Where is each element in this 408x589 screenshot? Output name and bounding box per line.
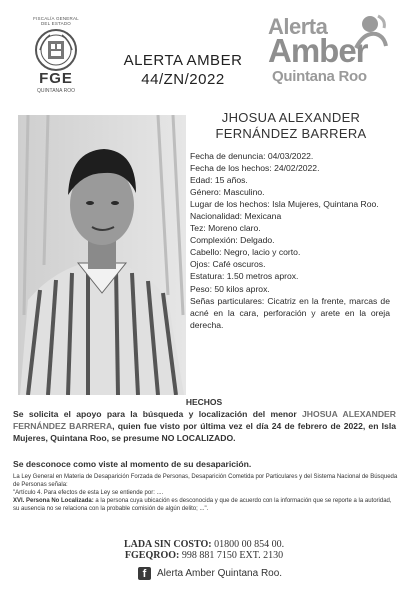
person-name-line1: JHOSUA ALEXANDER bbox=[221, 110, 361, 125]
clothing-note: Se desconoce como viste al momento de su desaparición. bbox=[13, 459, 252, 469]
detail-nationality: Nacionalidad: Mexicana bbox=[190, 211, 282, 222]
legal-term: XVI. Persona No Localizada: bbox=[13, 498, 94, 505]
contact-block bbox=[0, 539, 408, 561]
hechos-heading: HECHOS bbox=[185, 397, 223, 407]
fge-phone-number: 998 881 7150 EXT. 2130 bbox=[179, 550, 284, 561]
child-silhouette-icon bbox=[350, 14, 388, 54]
alert-code: 44/ZN/2022 bbox=[141, 71, 225, 88]
person-name bbox=[196, 110, 386, 142]
alerta-amber-logo bbox=[268, 14, 388, 86]
fge-phone-label: FGEQROO: bbox=[124, 550, 180, 561]
detail-build: Complexión: Delgado. bbox=[190, 235, 275, 246]
legal-line2: "Artículo 4. Para efectos de esta Ley se entiende por: .... bbox=[13, 490, 164, 497]
detail-eyes: Ojos: Café oscuros. bbox=[190, 259, 266, 270]
detail-gender: Género: Masculino. bbox=[190, 187, 265, 198]
brand-line1: Alerta bbox=[268, 14, 328, 39]
hechos-text-start: Se solicita el apoyo para la búsqueda y localización del menor bbox=[13, 409, 303, 419]
facebook-page-name: Alerta Amber Quintana Roo. bbox=[157, 567, 283, 579]
person-photo bbox=[18, 115, 186, 395]
hechos-person-name: JHOSUA ALEXANDER FERNÁNDEZ BARRERA bbox=[13, 409, 396, 431]
detail-skin: Tez: Moreno claro. bbox=[190, 223, 261, 234]
detail-height: Estatura: 1.50 metros aprox. bbox=[190, 271, 299, 282]
agency-state: QUINTANA ROO bbox=[37, 88, 75, 94]
person-details bbox=[190, 150, 390, 331]
legal-line1: La Ley General en Materia de Desaparición Forzada de Personas, Desaparición Cometida por Particulares y del Sistema Nacional de Búsqueda de Personas señala: bbox=[13, 474, 398, 489]
fge-logo bbox=[22, 16, 90, 108]
legal-line3 bbox=[13, 497, 398, 513]
agency-line2: DEL ESTADO bbox=[40, 21, 71, 26]
hechos-paragraph bbox=[13, 408, 396, 444]
agency-line1: FISCALÍA GENERAL bbox=[33, 16, 79, 21]
detail-location: Lugar de los hechos: Isla Mujeres, Quintana Roo. bbox=[190, 199, 379, 210]
detail-hair: Cabello: Negro, lacio y corto. bbox=[190, 247, 301, 258]
lada-label: LADA SIN COSTO: bbox=[123, 539, 212, 550]
legal-text bbox=[13, 473, 398, 513]
alert-title: ALERTA AMBER bbox=[123, 52, 243, 69]
lada-number: 01800 00 854 00. bbox=[211, 539, 285, 550]
legal-definition: a la persona cuya ubicación es desconocida y que de acuerdo con la información que se reporte a la autoridad, su ausencia no se relaciona con la probable comisión de algún delito; ...". bbox=[13, 498, 392, 513]
detail-marks: Señas particulares: Cicatriz en la frente, marcas de acné en la cara, perforación y arete en la oreja derecha. bbox=[190, 295, 390, 330]
facebook-link[interactable] bbox=[138, 566, 282, 580]
brand-line2: Amber bbox=[268, 32, 368, 69]
detail-age: Edad: 15 años. bbox=[190, 175, 248, 186]
facebook-icon: f bbox=[138, 567, 151, 580]
agency-short: FGE bbox=[39, 70, 73, 87]
detail-report-date: Fecha de denuncia: 04/03/2022. bbox=[190, 151, 314, 161]
hechos-text-end: , quien fue visto por última vez el día 24 de febrero de 2022, en Isla Mujeres, Quintana Roo, se presume NO LOCALIZADO. bbox=[13, 421, 396, 443]
state-seal-icon bbox=[34, 28, 78, 72]
detail-weight: Peso: 50 kilos aprox. bbox=[190, 283, 270, 294]
lada-line bbox=[0, 539, 408, 550]
brand-line3: Quintana Roo bbox=[272, 68, 367, 85]
alert-title-block bbox=[108, 52, 258, 88]
portrait-image bbox=[18, 115, 186, 395]
person-name-line2: FERNÁNDEZ BARRERA bbox=[215, 126, 367, 141]
fge-phone-line bbox=[0, 550, 408, 561]
detail-event-date: Fecha de los hechos: 24/02/2022. bbox=[190, 163, 320, 174]
